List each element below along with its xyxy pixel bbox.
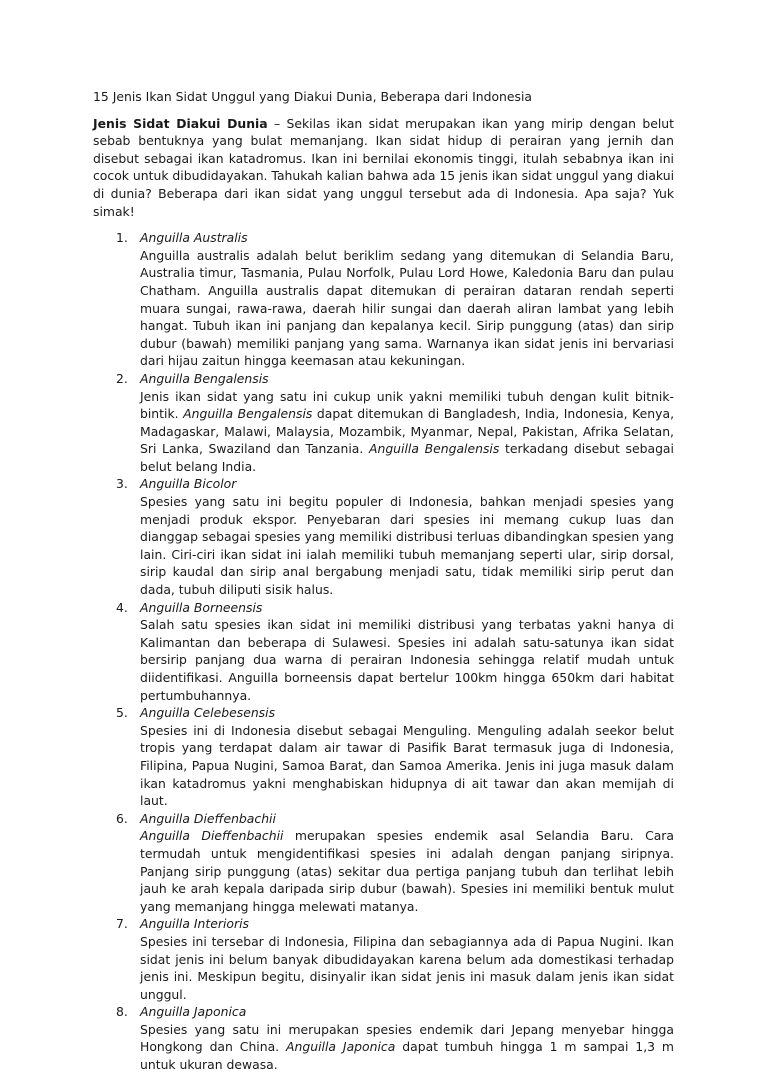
- desc-text: dapat tumbuh hingga 1 m sampai 1,3 m untuk ukuran dewasa.: [140, 1039, 674, 1073]
- species-list: [93, 229, 674, 1074]
- desc-text: Jenis ikan sidat yang satu ini cukup unik yakni memiliki tubuh dengan kulit bitnik-bintik.: [140, 388, 674, 422]
- list-item: [93, 810, 674, 916]
- species-name: Anguilla Dieffenbachii: [140, 810, 276, 826]
- list-number: 7.: [116, 916, 128, 932]
- list-number: 1.: [116, 230, 128, 246]
- desc-text: Spesies yang satu ini merupakan spesies endemik dari Jepang menyebar hingga Hongkong dan China.: [140, 1021, 674, 1055]
- species-description: Anguilla australis adalah belut beriklim sedang yang ditemukan di Selandia Baru, Australia timur, Tasmania, Pulau Norfolk, Pulau Lord Howe, Kaledonia Baru dan pulau Chatham. Anguilla australis dapat ditemukan di perairan dataran rendah seperti muara sungai, rawa-rawa, daerah hilir sungai dan daerah aliran lambat yang lebih hangat. Tubuh ikan ini panjang dan kepalanya kecil. Sirip punggung (atas) dan sirip dubur (bawah) memiliki panjang yang sama. Warnanya ikan sidat jenis ini bervariasi dari hijau zaitun hingga keemasan atau kekuningan.: [140, 247, 674, 369]
- species-name: Anguilla Celebesensis: [140, 705, 276, 721]
- list-number: 5.: [116, 705, 128, 721]
- species-description: [140, 827, 674, 915]
- desc-text: dapat ditemukan di Bangladesh, India, Indonesia, Kenya, Madagaskar, Malawi, Malaysia, Mozambik, Myanmar, Nepal, Pakistan, Afrika Selatan, Sri Lanka, Swaziland dan Tanzania.: [140, 406, 675, 457]
- list-item: [93, 599, 674, 705]
- list-number: 8.: [116, 1004, 128, 1020]
- species-name: Anguilla Bengalensis: [140, 370, 269, 386]
- list-item: [93, 229, 674, 370]
- desc-italic-name: Anguilla Japonica: [286, 1039, 396, 1055]
- list-number: 2.: [116, 370, 128, 386]
- list-item: [93, 370, 674, 476]
- intro-text: – Sekilas ikan sidat merupakan ikan yang mirip dengan belut sebab bentuknya yang bulat memanjang. Ikan sidat hidup di perairan yang jernih dan disebut sebagai ikan katadromus. Ikan ini bernilai ekonomis tinggi, itulah sebabnya ikan ini cocok untuk dibudidayakan. Tahukah kalian bahwa ada 15 jenis ikan sidat unggul yang diakui di dunia? Beberapa dari ikan sidat yang unggul tersebut ada di Indonesia. Apa saja? Yuk simak!: [93, 115, 675, 219]
- species-description: [140, 388, 674, 476]
- list-item: [93, 915, 674, 1003]
- list-item: [93, 475, 674, 598]
- species-name: Anguilla Interioris: [140, 916, 250, 932]
- document-page: [93, 88, 674, 1074]
- desc-italic-name: Anguilla Dieffenbachii: [140, 828, 284, 844]
- desc-text: terkadang disebut sebagai belut belang India.: [140, 441, 674, 474]
- list-number: 3.: [116, 476, 128, 492]
- list-number: 6.: [116, 810, 128, 826]
- species-description: Spesies ini di Indonesia disebut sebagai Menguling. Menguling adalah seekor belut tropis yang terdapat dalam air tawar di Pasifik Barat termasuk juga di Indonesia, Filipina, Papua Nugini, Samoa Barat, dan Samoa Amerika. Jenis ini juga masuk dalam ikan katadromus yakni menghabiskan hidupnya di ait tawar dan akan memijah di laut.: [140, 722, 674, 809]
- list-number: 4.: [116, 599, 128, 615]
- list-item: [93, 704, 674, 810]
- intro-bold-lead: Jenis Sidat Diakui Dunia: [93, 115, 268, 131]
- species-name: Anguilla Australis: [140, 230, 248, 246]
- desc-text: merupakan spesies endemik asal Selandia Baru. Cara termudah untuk mengidentifikasi spesies ini adalah dengan panjang siripnya. Panjang sirip punggung (atas) sekitar dua pertiga panjang tubuh dan terlihat lebih jauh ke arah kepala daripada sirip dubur (bawah). Spesies ini memiliki bentuk mulut yang memanjang hingga melewati matanya.: [140, 828, 674, 914]
- species-description: Spesies yang satu ini begitu populer di Indonesia, bahkan menjadi spesies yang menjadi produk ekspor. Penyebaran dari spesies ini memang cukup luas dan dianggap sebagai spesies yang memiliki distribusi terluas dibandingkan spesien yang lain. Ciri-ciri ikan sidat ini ialah memiliki tubuh memanjang seperti ular, sirip dorsal, sirip kaudal dan sirip anal bergabung menjadi satu, tidak memiliki sirip perut dan dada, tubuh diliputi sisik halus.: [140, 494, 674, 598]
- desc-italic-name: Anguilla Bengalensis: [368, 441, 500, 457]
- species-description: Spesies ini tersebar di Indonesia, Filipina dan sebagiannya ada di Papua Nugini. Ikan sidat jenis ini belum banyak dibudidayakan karena belum ada domestikasi terhadap jenis ini. Meskipun begitu, disinyalir ikan sidat jenis ini masuk dalam jenis ikan sidat unggul.: [140, 933, 674, 1002]
- desc-italic-name: Anguilla Bengalensis: [183, 406, 313, 422]
- document-title: 15 Jenis Ikan Sidat Unggul yang Diakui Dunia, Beberapa dari Indonesia: [93, 89, 533, 104]
- intro-paragraph: [93, 115, 674, 221]
- species-name: Anguilla Bicolor: [140, 476, 237, 492]
- list-item: [93, 1003, 674, 1073]
- species-description: [140, 1021, 674, 1074]
- species-description: Salah satu spesies ikan sidat ini memiliki distribusi yang terbatas yakni hanya di Kalimantan dan beberapa di Sulawesi. Spesies ini adalah satu-satunya ikan sidat bersirip panjang dua warna di perairan Indonesia sehingga relatif mudah untuk diidentifikasi. Anguilla borneensis dapat bertelur 100km hingga 650km dari habitat pertumbuhannya.: [140, 617, 674, 703]
- species-name: Anguilla Japonica: [140, 1004, 247, 1020]
- species-name: Anguilla Borneensis: [140, 599, 263, 615]
